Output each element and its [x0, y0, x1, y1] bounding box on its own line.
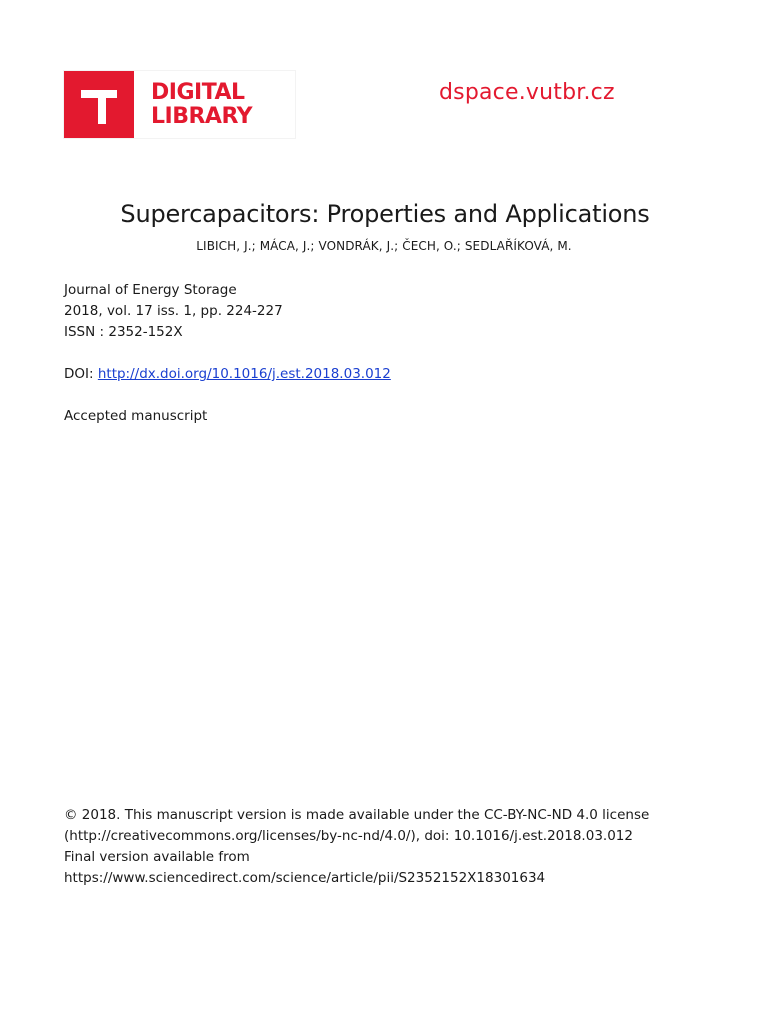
issn: ISSN : 2352-152X [64, 324, 183, 340]
paper-authors: LIBICH, J.; MÁCA, J.; VONDRÁK, J.; ČECH, O.; SEDLAŘÍKOVÁ, M. [196, 239, 572, 253]
digital-library-logo [64, 71, 295, 138]
license-line-4: https://www.sciencedirect.com/science/article/pii/S2352152X18301634 [64, 870, 546, 886]
site-url-link[interactable]: dspace.vutbr.cz [439, 80, 615, 105]
license-notice [64, 805, 744, 889]
license-line-2: (http://creativecommons.org/licenses/by-nc-nd/4.0/), doi: 10.1016/j.est.2018.03.012 [64, 828, 633, 844]
license-line-1: © 2018. This manuscript version is made available under the CC-BY-NC-ND 4.0 license [64, 807, 650, 823]
doi-line [64, 364, 391, 385]
doi-link[interactable]: http://dx.doi.org/10.1016/j.est.2018.03.012 [97, 366, 391, 382]
paper-title: Supercapacitors: Properties and Applications [120, 200, 650, 228]
journal-name: Journal of Energy Storage [64, 282, 237, 298]
license-line-3: Final version available from [64, 849, 250, 865]
vut-logo-icon [64, 71, 134, 138]
manuscript-status: Accepted manuscript [64, 408, 208, 424]
logo-text [134, 71, 295, 138]
logo-line-2: LIBRARY [151, 103, 253, 129]
doi-label: DOI: [64, 366, 98, 382]
publication-details [64, 280, 283, 343]
citation-details: 2018, vol. 17 iss. 1, pp. 224-227 [64, 303, 283, 319]
logo-line-1: DIGITAL [151, 79, 245, 105]
